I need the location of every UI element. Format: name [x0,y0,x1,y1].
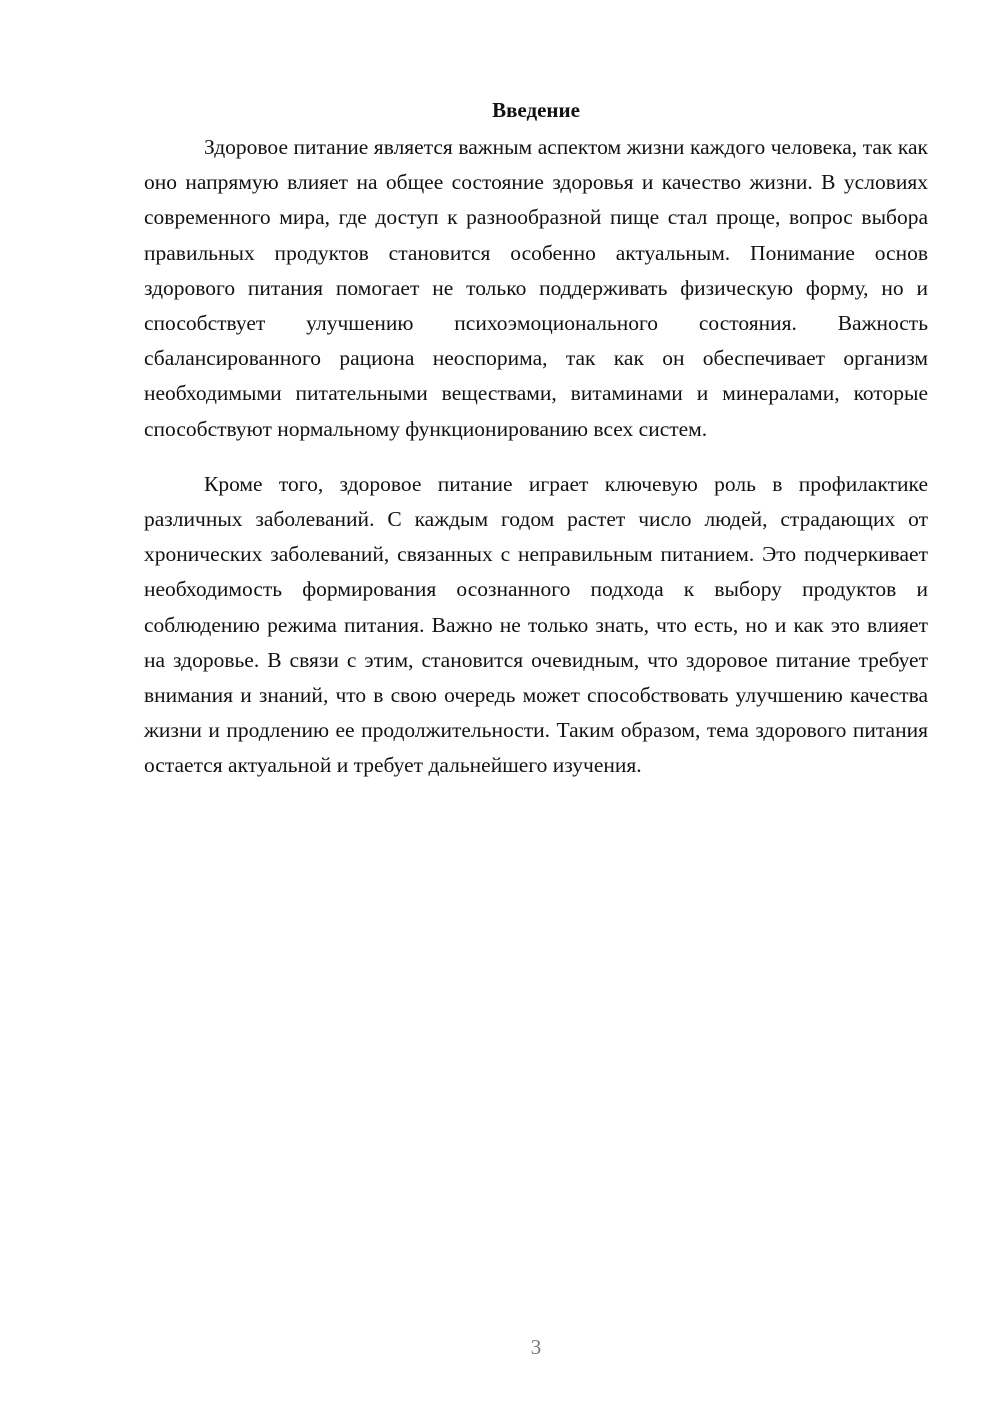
page-body [144,94,928,784]
page-number: 3 [530,1335,542,1359]
paragraph-2: Кроме того, здоровое питание играет ключевую роль в профилактике различных заболеваний. С каждым годом растет число людей, страдающих от хронических заболеваний, связанных с неправильным питанием. Это подчеркивает необходимость формирования осознанного подхода к выбору продуктов и соблюдению режима питания. Важно не только знать, что есть, но и как это влияет на здоровье. В связи с этим, становится очевидным, что здоровое питание требует внимания и знаний, что в свою очередь может способствовать улучшению качества жизни и продлению ее продолжительности. Таким образом, тема здорового питания остается актуальной и требует дальнейшего изучения. [144,471,928,778]
paragraph-1: Здоровое питание является важным аспектом жизни каждого человека, так как оно напрямую влияет на общее состояние здоровья и качество жизни. В условиях современного мира, где доступ к разнообразной пище стал проще, вопрос выбора правильных продуктов становится особенно актуальным. Понимание основ здорового питания помогает не только поддерживать физическую форму, но и способствует улучшению психоэмоционального состояния. Важность сбалансированного рациона неоспорима, так как он обеспечивает организм необходимыми питательными веществами, витаминами и минералами, которые способствуют нормальному функционированию всех систем. [144,135,928,441]
section-heading: Введение [492,98,580,122]
